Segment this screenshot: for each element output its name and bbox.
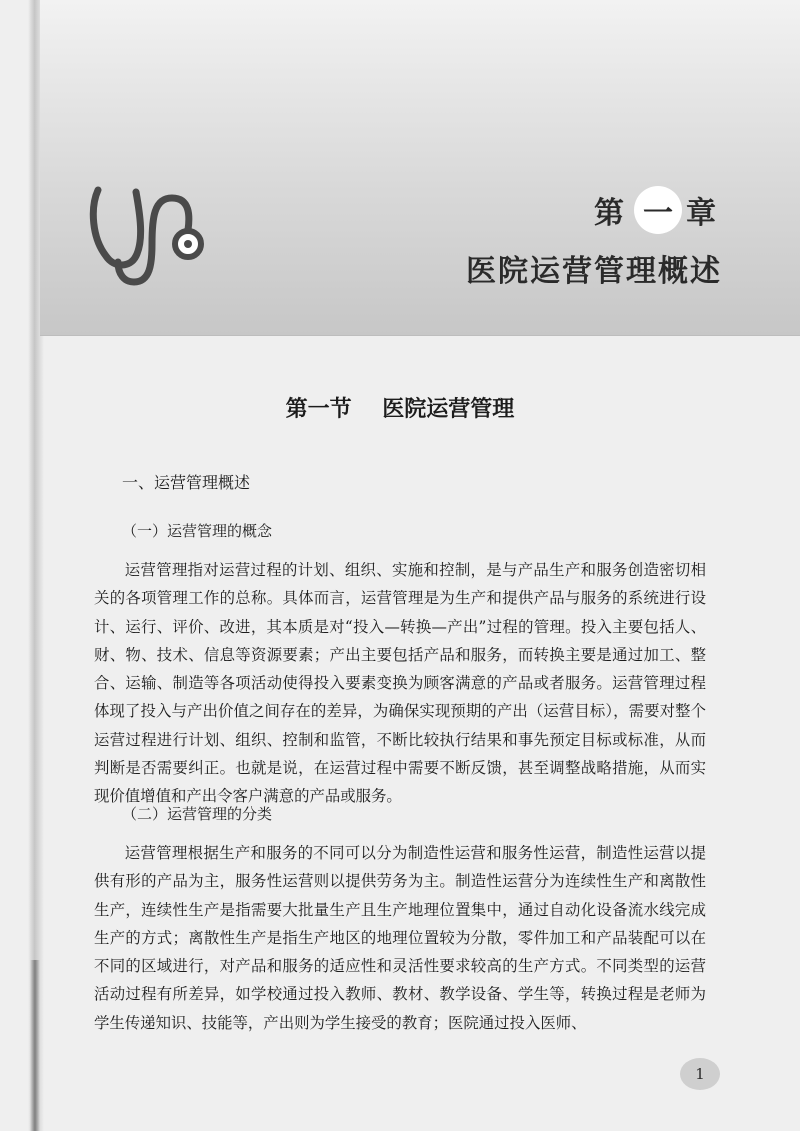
chapter-title: 医院运营管理概述 (466, 254, 722, 289)
chapter-label-mid: 一 (643, 196, 673, 231)
paragraph: 运营管理根据生产和服务的不同可以分为制造性运营和服务性运营，制造性运营以提供有形的产品为主，服务性运营则以提供劳务为主。制造性运营分为连续性生产和离散性生产，连续性生产是指需要大批量生产且生产地理位置集中，通过自动化设备流水线完成生产的方式；离散性生产是指生产地区的地理位置较为分散，零件加工和产品装配可以在不同的区域进行，对产品和服务的适应性和灵活性要求较高的生产方式。不同类型的运营活动过程有所差异，如学校通过投入教师、教材、教学设备、学生等，转换过程是老师为学生传递知识、技能等，产出则为学生接受的教育；医院通过投入医师、 (94, 844, 706, 1032)
paragraph: 运营管理指对运营过程的计划、组织、实施和控制，是与产品生产和服务创造密切相关的各项管理工作的总称。具体而言，运营管理是为生产和提供产品与服务的系统进行设计、运行、评价、改进，其本质是对“投入—转换—产出”过程的管理。投入主要包括人、财、物、技术、信息等资源要素；产出主要包括产品和服务，而转换主要是通过加工、整合、运输、制造等各项活动使得投入要素变换为顾客满意的产品或者服务。运营管理过程体现了投入与产出价值之间存在的差异，为确保实现预期的产出（运营目标），需要对整个运营过程进行计划、组织、控制和监管，不断比较执行结果和事先预定目标或标准，从而判断是否需要纠正。也就是说，在运营过程中需要不断反馈，甚至调整战略措施，从而实现价值增值和产出令客户满意的产品或服务。 (94, 561, 706, 806)
subsection-title: （二）运营管理的分类 (122, 805, 273, 823)
chapter-label-right: 章 (686, 196, 722, 231)
scan-binding-shadow-bottom (30, 960, 40, 1131)
chapter-label-left: 第 (594, 196, 630, 231)
chapter-label (594, 188, 722, 232)
heading-level-1: 一、运营管理概述 (122, 473, 251, 492)
stethoscope-icon (78, 178, 228, 288)
page-number: 1 (680, 1058, 720, 1090)
subsection-title: （一）运营管理的概念 (122, 522, 273, 540)
chapter-label-mid-circle (636, 188, 680, 232)
section-title: 第一节 医院运营管理 (285, 397, 515, 422)
